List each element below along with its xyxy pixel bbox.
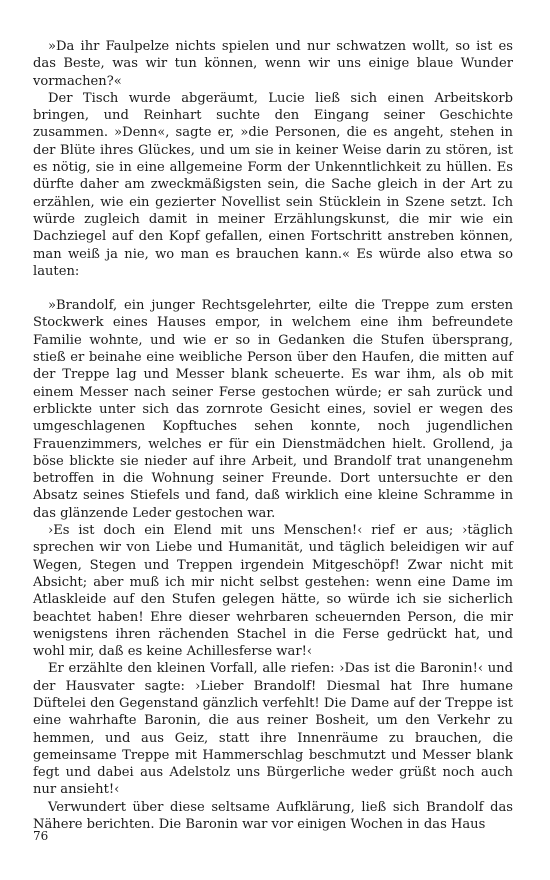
section-gap [33,280,513,297]
paragraph: »Brandolf, ein junger Rechtsgelehrter, eilte die Treppe zum ersten Stockwerk eines Hauses empor, in welchem eine ihm befreundete Familie wohnte, und wie er so in Gedanken die Stufen übersprang, stieß er beinahe eine weibliche Person über den Haufen, die mitten auf der Treppe lag und Messer blank scheuerte. Es war ihm, als ob mit einem Messer nach seiner Ferse gestochen würde; er sah zurück und erblickte unter sich das zornrote Gesicht eines, soviel er wegen des umgeschlagenen Kopftuches sehen konnte, noch jugendlichen Frauenzimmers, welches er für ein Dienstmädchen hielt. Grollend, ja böse blickte sie nieder auf ihre Arbeit, und Brandolf trat unangenehm betroffen in die Wohnung seiner Freunde. Dort untersuchte er den Absatz seines Stiefels und fand, daß wirklich eine kleine Schramme in das glänzende Leder gestochen war. [33,298,513,521]
page-number: 76 [33,829,49,843]
paragraph: Er erzählte den kleinen Vorfall, alle riefen: ›Das ist die Baronin!‹ und der Hausvater sagte: ›Lieber Brandolf! Diesmal hat Ihre humane Düftelei den Gegenstand gänzlich verfehlt! Die Dame auf der Treppe ist eine wahrhafte Baronin, die aus reiner Bosheit, um den Verkehr zu hemmen, und aus Geiz, statt ihre Innenräume zu brauchen, die gemeinsame Treppe mit Hammerschlag beschmutzt und Messer blank fegt und dabei aus Adelstolz uns Bürgerliche weder grüßt noch auch nur ansieht!‹ [33,661,513,798]
paragraph: Verwundert über diese seltsame Aufklärung, ließ sich Brandolf das Nähere berichten. Die Baronin war vor einigen Wochen in das Haus [33,799,513,833]
paragraph: »Da ihr Faulpelze nichts spielen und nur schwatzen wollt, so ist es das Beste, was wir tun können, wenn wir uns einige blaue Wunder vormachen?« [33,39,513,89]
book-page-body [33,38,513,833]
paragraph: Der Tisch wurde abgeräumt, Lucie ließ sich einen Arbeitskorb bringen, und Reinhart suchte den Eingang seiner Geschichte zusammen. »Denn«, sagte er, »die Personen, die es angeht, stehen in der Blüte ihres Glückes, und um sie in keiner Weise darin zu stören, ist es nötig, sie in eine allgemeine Form der Unkenntlichkeit zu hüllen. Es dürfte daher am zweckmäßigsten sein, die Sache gleich in der Art zu erzählen, wie ein gezierter Novellist sein Stücklein in Szene setzt. Ich würde zugleich damit in meiner Erzählungskunst, die mir wie ein Dachziegel auf den Kopf gefallen, einen Fortschritt anstreben können, man weiß ja nie, wo man es brauchen kann.« Es würde also etwa so lauten: [33,90,513,279]
paragraph: ›Es ist doch ein Elend mit uns Menschen!‹ rief er aus; ›täglich sprechen wir von Liebe und Humanität, und täglich beleidigen wir auf Wegen, Stegen und Treppen irgendein Mitgeschöpf! Zwar nicht mit Absicht; aber muß ich mir nicht selbst gestehen: wenn eine Dame im Atlaskleide auf den Stufen gelegen hätte, so würde ich sie sicherlich beachtet haben! Ehre dieser wehrbaren scheuernden Person, die mir wenigstens ihren rächenden Stachel in die Ferse gedrückt hat, und wohl mir, daß es keine Achillesferse war!‹ [33,523,513,660]
